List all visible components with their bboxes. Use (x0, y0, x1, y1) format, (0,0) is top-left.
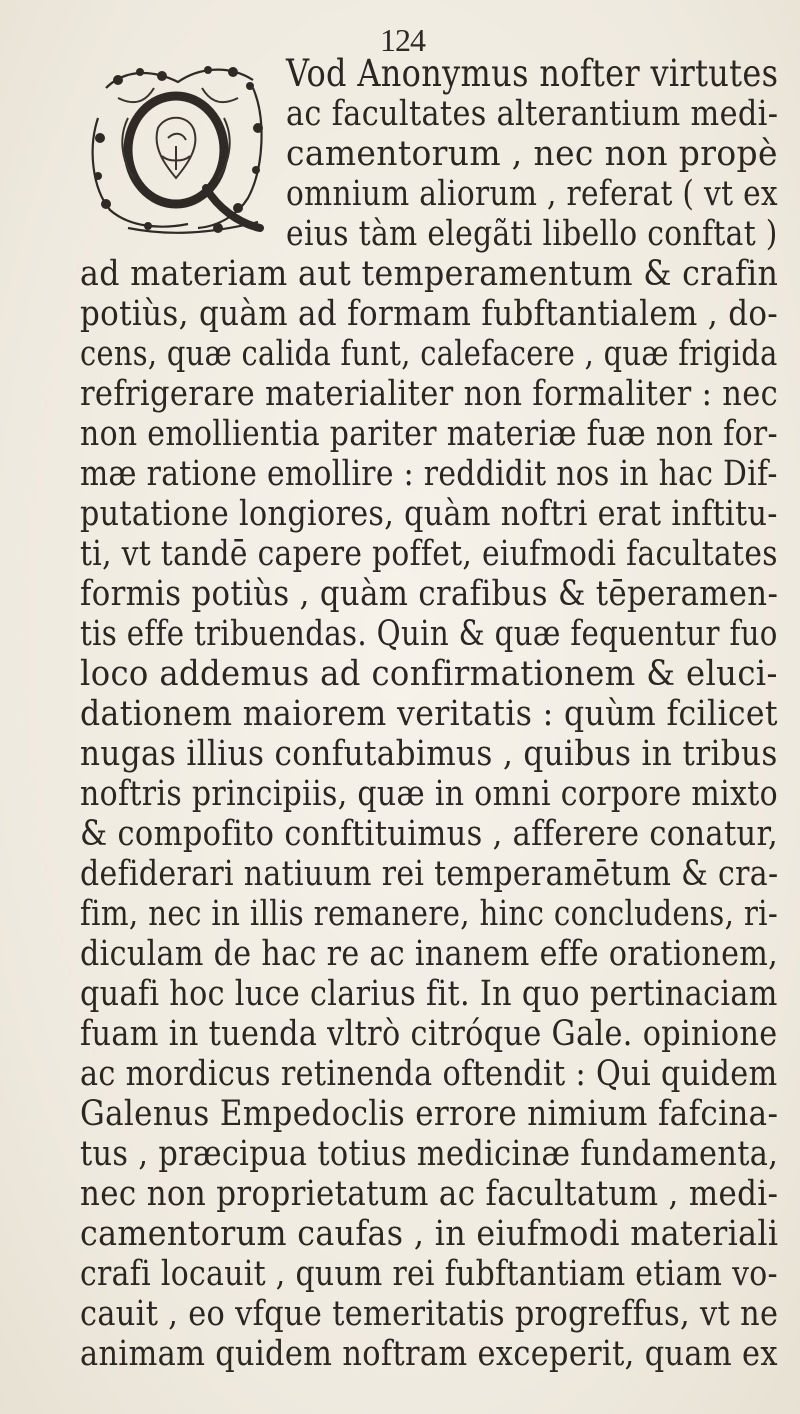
text-line: cens, quæ calida funt, calefacere , quæ frigida (80, 334, 778, 374)
text-line: defiderari natiuum rei temperamētum & cra- (80, 854, 779, 894)
text-line: ac mordicus retinenda oftendit : Qui quidem (80, 1054, 778, 1094)
text-line: nugas illius confutabimus , quibus in tribus (80, 734, 778, 774)
text-line: diculam de hac re ac inanem effe orationem, (80, 934, 779, 974)
text-line: camentorum caufas , in eiufmodi materiali (80, 1214, 779, 1254)
text-line: & compofito conftituimus , afferere conatur, (80, 814, 779, 854)
text-line: dationem maiorem veritatis : quùm fcilicet (80, 694, 778, 734)
text-line: loco addemus ad confirmationem & eluci- (80, 654, 778, 694)
text-line: mæ ratione emollire : reddidit nos in hac Dif- (80, 454, 778, 494)
text-line: crafi locauit , quum rei fubftantiam etiam vo- (80, 1254, 778, 1294)
text-line: ti, vt tandē capere poffet, eiufmodi facultates (80, 534, 778, 574)
text-line: ad materiam aut temperamentum & crafin (80, 254, 779, 294)
text-line: Vod Anonymus nofter virtutes (286, 52, 779, 95)
text-line: Galenus Empedoclis errore nimium fafcina- (80, 1094, 779, 1134)
text-line: quafi hoc luce clarius fit. In quo pertinaciam (80, 974, 778, 1014)
text-line: eius tàm elegãti libello conftat ) (286, 214, 778, 254)
text-line: animam quidem noftram exceperit, quam ex (80, 1334, 778, 1374)
text-line: potiùs, quàm ad formam fubftantialem , do- (80, 294, 779, 334)
text-line: camentorum , nec non propè (286, 134, 778, 174)
text-line: formis potiùs , quàm crafibus & tēperamen- (80, 574, 779, 614)
page-number: 124 (380, 22, 425, 58)
text-line: nec non proprietatum ac facultatum , medi- (80, 1174, 779, 1214)
text-line: tus , præcipua totius medicinæ fundamenta, (80, 1134, 779, 1174)
text-line: refrigerare materialiter non formaliter : nec (80, 374, 779, 414)
text-line: putatione longiores, quàm noftri erat inftitu- (80, 494, 778, 534)
text-line: fuam in tuenda vltrò citróque Gale. opinione (80, 1014, 778, 1054)
text-line: ac facultates alterantium medi- (286, 94, 779, 134)
decorated-initial-q (88, 58, 268, 238)
text-line: noftris principiis, quæ in omni corpore mixto (80, 774, 778, 814)
text-line: omnium aliorum , referat ( vt ex (286, 174, 778, 214)
text-line: tis effe tribuendas. Quin & quæ fequentur fuo (80, 614, 778, 654)
text-line: cauit , eo vfque temeritatis progreffus, vt ne (80, 1294, 779, 1334)
ornament-initial-icon (88, 58, 268, 238)
text-line: non emollientia pariter materiæ fuæ non for- (80, 414, 778, 454)
text-line: fim, nec in illis remanere, hinc concludens, ri- (80, 894, 779, 934)
